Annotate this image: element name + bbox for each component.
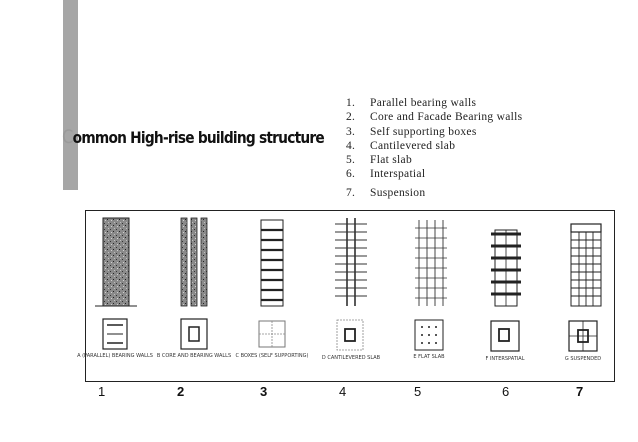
list-item-label: Core and Facade Bearing walls [370, 111, 523, 124]
list-item-label: Self supporting boxes [370, 125, 477, 138]
list-item-label: Parallel bearing walls [370, 97, 477, 109]
list-item-number: 5. [346, 154, 356, 167]
diagram-interspatial [485, 230, 524, 362]
list-item-number: 7. [346, 186, 356, 199]
diagram-core-facade-walls [157, 218, 231, 359]
diagram-caption: F INTERSPATIAL [485, 356, 525, 362]
figure-number: 6 [502, 384, 510, 399]
list-item-label: Cantilevered slab [370, 139, 456, 152]
list-item-number: 1. [346, 97, 356, 109]
figure-number: 4 [339, 384, 347, 399]
list-item-number: 2. [346, 111, 356, 124]
accent-bar [63, 0, 78, 190]
diagram-caption: D CANTILEVERED SLAB [321, 355, 381, 361]
title-rest: ommon High-rise building structure [72, 128, 324, 147]
list-item-label: Suspension [370, 186, 426, 199]
structure-type-list [346, 96, 522, 200]
figure-number: 5 [414, 384, 422, 399]
diagram-caption: G SUSPENDED [564, 356, 602, 362]
diagram-suspension [565, 224, 601, 362]
figure-number: 7 [576, 384, 584, 399]
list-item [346, 110, 522, 124]
diagram-caption: C BOXES (SELF SUPPORTING) [235, 353, 309, 359]
diagram-flat-slab [413, 220, 447, 360]
diagram-caption: B CORE AND BEARING WALLS [156, 353, 232, 359]
list-item [346, 153, 522, 167]
diagram-cantilevered-slab [322, 218, 381, 361]
structure-types-figure [77, 210, 615, 382]
diagram-parallel-bearing-walls [77, 218, 153, 359]
title-first-letter: C [62, 126, 73, 148]
list-item [346, 167, 522, 181]
figure-numbers [0, 384, 638, 404]
slide-title [62, 126, 324, 148]
list-item-label: Flat slab [370, 154, 412, 167]
list-item [346, 186, 522, 200]
list-item-number: 4. [346, 139, 356, 152]
figure-number: 2 [177, 384, 185, 399]
list-item [346, 125, 522, 139]
list-item-label: Interspatial [370, 168, 426, 181]
diagram-caption: A (PARALLEL) BEARING WALLS [77, 353, 153, 359]
list-item [346, 96, 522, 110]
figure-number: 3 [260, 384, 268, 399]
figure-number: 1 [98, 384, 106, 399]
list-item [346, 139, 522, 153]
list-item-number: 6. [346, 168, 356, 181]
diagram-self-supporting-boxes [236, 220, 309, 359]
list-item-number: 3. [346, 125, 356, 138]
diagram-caption: E FLAT SLAB [413, 354, 445, 360]
